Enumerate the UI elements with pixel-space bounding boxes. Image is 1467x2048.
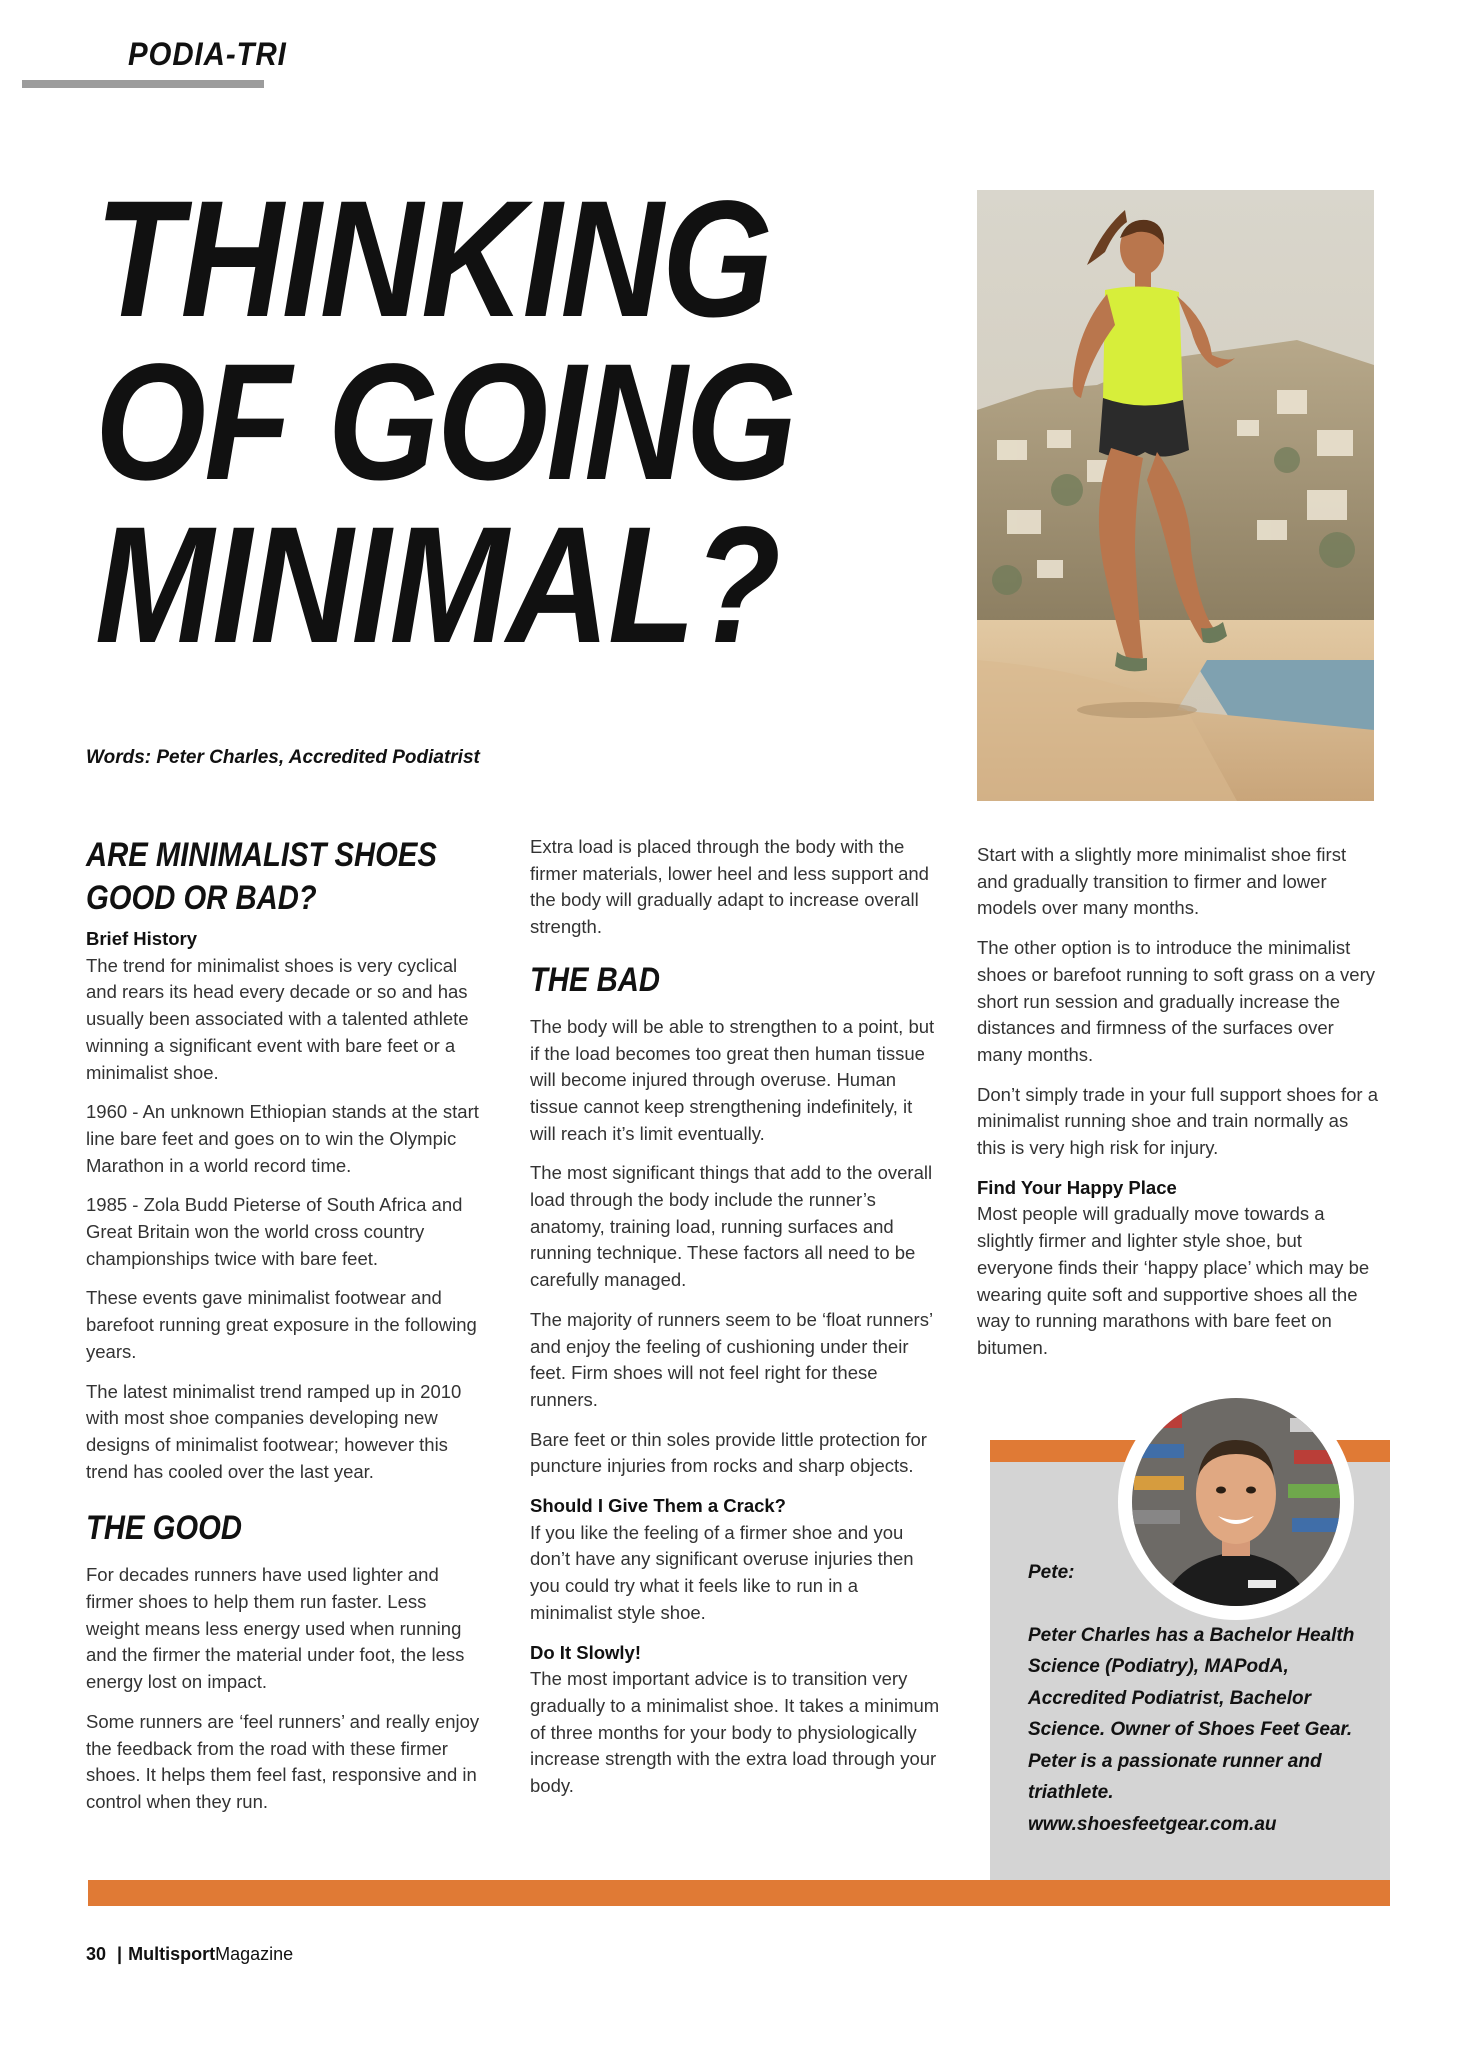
article-column-2 [530,834,940,1813]
footer-separator: | [117,1944,123,1964]
page-footer [86,1944,293,1965]
paragraph: The majority of runners seem to be ‘float runners’ and enjoy the feeling of cushioning under their feet. Firm shoes will not feel right for these runners. [530,1308,933,1410]
author-bio-text [1028,1557,1373,1840]
subheading-brief-history: Brief History [86,928,198,949]
paragraph: Start with a slightly more minimalist shoe first and gradually transition to firmer and lower models over many months. [977,844,1347,919]
paragraph: The latest minimalist trend ramped up in 2010 with most shoe companies developing new designs of minimalist footwear; however this trend has cooled over the last year. [86,1380,462,1482]
article-column-3 [977,842,1382,1375]
bio-name: Pete: [1028,1562,1075,1583]
paragraph: 1985 - Zola Budd Pieterse of South Africa and Great Britain won the world cross country championships twice with bare feet. [86,1194,463,1269]
subheading-do-it-slowly: Do It Slowly! [530,1641,641,1663]
footer-brand-bold: Multisport [128,1944,216,1964]
paragraph: The most important advice is to transition very gradually to a minimalist shoe. It takes a minimum of three months for your body to physiologically increase strength with the extra load through your body. [530,1668,940,1797]
section-tag: PODIA-TRI [128,36,287,72]
paragraph: These events gave minimalist footwear and barefoot running great exposure in the following years. [86,1287,477,1362]
paragraph: Some runners are ‘feel runners’ and really enjoy the feedback from the road with these firmer shoes. It helps them feel fast, responsive and in control when they run. [86,1710,480,1812]
bio-description: Peter Charles has a Bachelor Health Science (Podiatry), MAPodA, Accredited Podiatrist, Bachelor Science. Owner of Shoes Feet Gear. Peter is a passionate runner and triathlete. [1028,1624,1355,1803]
heading-line-2: GOOD OR BAD? [86,879,317,917]
heading-the-good: THE GOOD [86,1509,242,1548]
article-column-1 [86,834,481,1829]
footer-brand-light: Magazine [215,1944,294,1964]
paragraph: The other option is to introduce the minimalist shoes or barefoot running to soft grass on a very short run session and gradually increase the distances and firmness of the surfaces over many months. [977,937,1375,1065]
headline [95,167,800,678]
heading-the-bad: THE BAD [530,960,660,999]
paragraph: Bare feet or thin soles provide little protection for puncture injuries from rocks and sharp objects. [530,1428,927,1477]
headline-line-3: MINIMAL? [95,493,780,678]
heading-good-or-bad [86,834,437,920]
bottom-accent-bar [88,1880,1390,1906]
paragraph: 1960 - An unknown Ethiopian stands at the start line bare feet and goes on to win the Olympic Marathon in a world record time. [86,1101,479,1176]
section-divider [22,80,264,88]
paragraph: For decades runners have used lighter and firmer shoes to help them run faster. Less weight means less energy used when running and the firmer the material under foot, the less energy lost on impact. [86,1564,465,1693]
paragraph: If you like the feeling of a firmer shoe and you don’t have any significant overuse injuries then you could try what it feels like to run in a minimalist style shoe. [530,1521,914,1623]
page-number: 30 [86,1944,107,1964]
subheading-give-them-a-crack: Should I Give Them a Crack? [530,1495,786,1517]
bio-website-link[interactable]: www.shoesfeetgear.com.au [1028,1813,1277,1835]
subheading-happy-place: Find Your Happy Place [977,1176,1177,1198]
hero-photo-runner [977,190,1374,801]
paragraph: Don’t simply trade in your full support shoes for a minimalist running shoe and train normally as this is very high risk for injury. [977,1083,1379,1159]
heading-line-1: ARE MINIMALIST SHOES [86,836,437,874]
paragraph: Most people will gradually move towards a slightly firmer and lighter style shoe, but everyone finds their ‘happy place’ which may be wearing quite soft and supportive shoes all the way to running marathons with bare feet on bitumen. [977,1203,1370,1358]
headline-line-1: THINKING [95,167,772,352]
paragraph: The trend for minimalist shoes is very cyclical and rears its head every decade or so and has usually been associated with a talented athlete winning a significant event with bare feet or a minimalist shoe. [86,954,469,1083]
paragraph: The most significant things that add to the overall load through the body include the runner’s anatomy, training load, running surfaces and running technique. These factors all need to be carefully managed. [530,1162,933,1291]
paragraph: Extra load is placed through the body with the firmer materials, lower heel and less support and the body will gradually adapt to increase overall strength. [530,836,929,938]
paragraph: The body will be able to strengthen to a point, but if the load becomes too great then human tissue will become injured through overuse. Human tissue cannot keep strengthening indefinitely, it will reach it’s limit eventually. [530,1015,935,1144]
headline-line-2: OF GOING [95,330,796,515]
byline: Words: Peter Charles, Accredited Podiatrist [86,747,480,768]
